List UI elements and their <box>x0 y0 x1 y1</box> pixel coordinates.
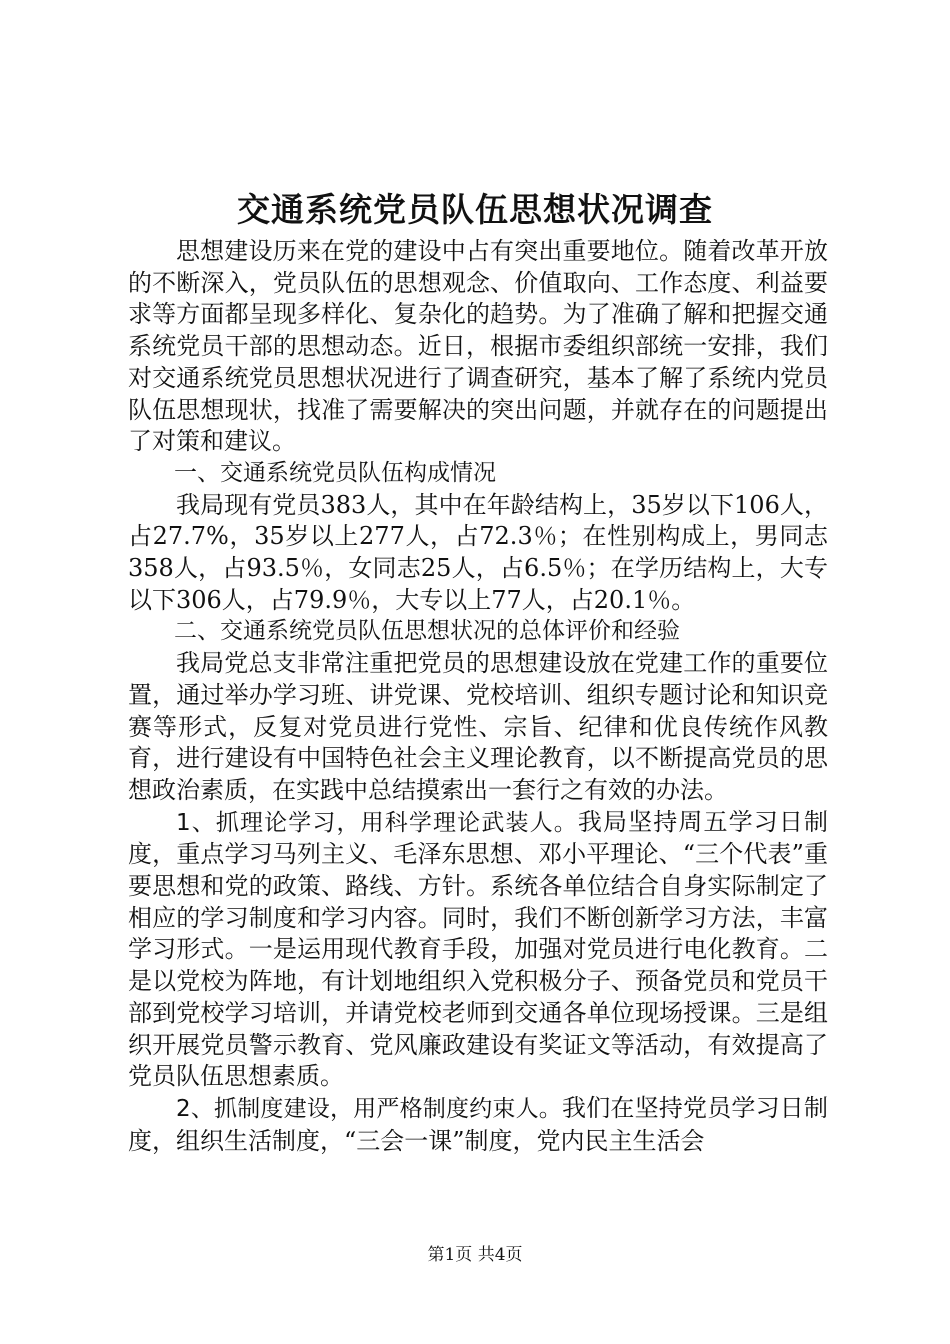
section-heading-1: 一、交通系统党员队伍构成情况 <box>174 459 496 486</box>
point-2-lead: 2、抓制度建设，用严格制度约束人。 <box>176 1095 563 1122</box>
page-number-footer: 第1页 共4页 <box>427 1245 523 1265</box>
point-1-lead: 1、抓理论学习，用科学理论武装人。 <box>176 809 578 836</box>
document-title: 交通系统党员队伍思想状况调查 <box>237 190 713 229</box>
point-1-text: 我局坚持周五学习日制度，重点学习马列主义、毛泽东思想、邓小平理论、“三个代表”重要思想和党的政策、路线、方针。系统各单位结合自身实际制定了相应的学习制度和学习内容。同时，我们不断创新学习方法，丰富学习形式。一是运用现代教育手段，加强对党员进行电化教育。二是以党校为阵地，有计划地组织入党积极分子、预备党员和党员干部到党校学习培训，并请党校老师到交通各单位现场授课。三是组织开展党员警示教育、党风廉政建设有奖证文等活动，有效提高了党员队伍思想素质。 <box>128 807 829 1091</box>
point-1-paragraph <box>128 807 828 1093</box>
point-2-paragraph <box>128 1093 828 1157</box>
document-body <box>128 236 828 1157</box>
intro-paragraph: 思想建设历来在党的建设中占有突出重要地位。随着改革开放的不断深入，党员队伍的思想观念、价值取向、工作态度、利益要求等方面都呈现多样化、复杂化的趋势。为了准确了解和把握交通系统党员干部的思想动态。近日，根据市委组织部统一安排，我们对交通系统党员思想状况进行了调查研究，基本了解了系统内党员队伍思想现状，找准了需要解决的突出问题，并就存在的问题提出了对策和建议。 <box>128 237 828 456</box>
point-2-text: 我们在坚持党员学习日制度，组织生活制度，“三会一课”制度，党内民主生活会 <box>128 1093 828 1155</box>
overview-paragraph: 我局党总支非常注重把党员的思想建设放在党建工作的重要位置，通过举办学习班、讲党课、党校培训、组织专题讨论和知识竞赛等形式，反复对党员进行党性、宗旨、纪律和优良传统作风教育，进行建设有中国特色社会主义理论教育，以不断提高党员的思想政治素质，在实践中总结摸索出一套行之有效的办法。 <box>128 649 828 804</box>
section-heading-2: 二、交通系统党员队伍思想状况的总体评价和经验 <box>174 618 680 645</box>
composition-paragraph: 我局现有党员383人，其中在年龄结构上，35岁以下106人，占27.7%，35岁以上277人，占72.3％；在性别构成上，男同志358人，占93.5％，女同志25人，占6.5％；在学历结构上，大专以下306人，占79.9％，大专以上77人，占20.1％。 <box>128 490 828 614</box>
